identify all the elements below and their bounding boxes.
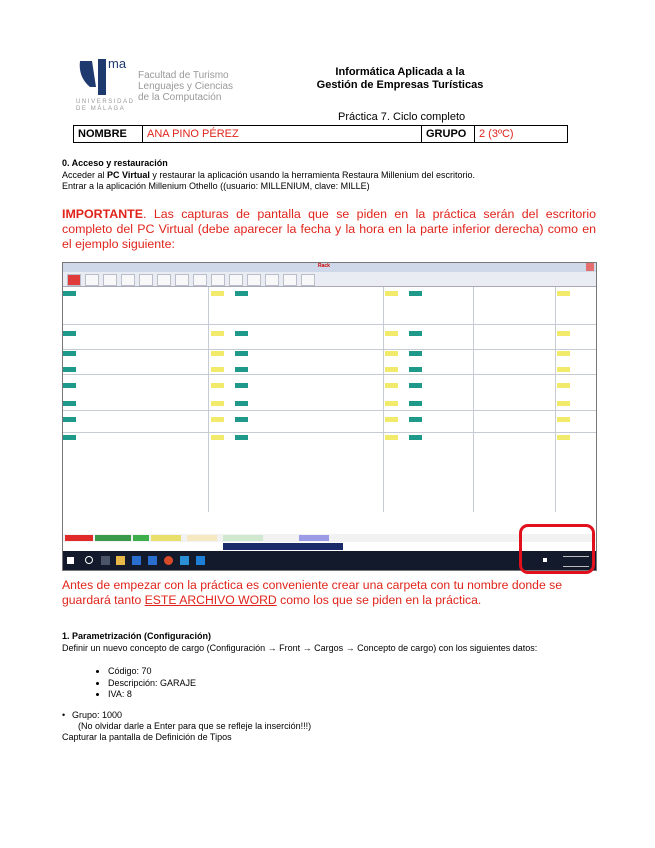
room-cell bbox=[235, 435, 248, 440]
word-file-link: ESTE ARCHIVO WORD bbox=[144, 593, 277, 607]
room-cell bbox=[211, 417, 224, 422]
toolbar-button bbox=[229, 274, 243, 286]
room-cell bbox=[63, 331, 76, 336]
edge-icon bbox=[196, 556, 205, 565]
room-cell bbox=[385, 417, 398, 422]
room-cell bbox=[409, 383, 422, 388]
university-name: UNIVERSIDAD DE MÁLAGA bbox=[76, 99, 135, 112]
room-cell bbox=[409, 291, 422, 296]
toolbar-button bbox=[301, 274, 315, 286]
toolbar-button bbox=[247, 274, 261, 286]
toolbar-button bbox=[103, 274, 117, 286]
toolbar-button bbox=[211, 274, 225, 286]
room-rack-grid bbox=[63, 287, 596, 542]
group-value: 2 (3ºC) bbox=[475, 126, 568, 143]
room-cell bbox=[235, 417, 248, 422]
room-cell bbox=[235, 331, 248, 336]
section-0-title: 0. Acceso y restauración bbox=[62, 158, 168, 168]
faculty-name: Facultad de Turismo Lenguajes y Ciencias de la Computación bbox=[138, 70, 234, 103]
toolbar-button bbox=[265, 274, 279, 286]
room-cell bbox=[409, 417, 422, 422]
section-1 bbox=[62, 631, 596, 654]
room-cell bbox=[557, 331, 570, 336]
toolbar-button bbox=[283, 274, 297, 286]
folder-icon bbox=[116, 556, 125, 565]
room-cell bbox=[63, 367, 76, 372]
room-cell bbox=[557, 417, 570, 422]
room-cell bbox=[63, 383, 76, 388]
room-cell bbox=[235, 367, 248, 372]
section-0-line-1: Acceder al PC Virtual y restaurar la aplicación usando la herramienta Restaura Millenium del escritorio. bbox=[62, 169, 476, 180]
room-cell bbox=[235, 401, 248, 406]
student-identity-table bbox=[73, 125, 568, 143]
close-icon bbox=[586, 263, 594, 271]
toolbar-button bbox=[67, 274, 81, 286]
toolbar-button bbox=[193, 274, 207, 286]
capture-instruction: Capturar la pantalla de Definición de Tipos bbox=[62, 732, 232, 742]
toolbar-button bbox=[157, 274, 171, 286]
app-m-icon bbox=[132, 556, 141, 565]
room-cell bbox=[409, 331, 422, 336]
section-1-intro: Definir un nuevo concepto de cargo (Configuración → Front → Cargos → Concepto de cargo) con los siguientes datos: bbox=[62, 642, 538, 653]
toolbar-button bbox=[139, 274, 153, 286]
course-title: Informática Aplicada a la Gestión de Empresas Turísticas bbox=[316, 66, 484, 91]
room-cell bbox=[557, 383, 570, 388]
app-m-icon bbox=[148, 556, 157, 565]
task-view-icon bbox=[101, 556, 110, 565]
clock-highlight-circle bbox=[519, 524, 595, 574]
room-cell bbox=[63, 417, 76, 422]
status-chip bbox=[299, 535, 329, 541]
room-cell bbox=[63, 351, 76, 356]
room-cell bbox=[409, 435, 422, 440]
room-cell bbox=[409, 351, 422, 356]
room-cell bbox=[385, 367, 398, 372]
section-0 bbox=[62, 158, 602, 193]
room-cell bbox=[211, 367, 224, 372]
room-cell bbox=[211, 401, 224, 406]
room-cell bbox=[385, 435, 398, 440]
toolbar-button bbox=[85, 274, 99, 286]
group-label: GRUPO bbox=[422, 126, 475, 143]
room-cell bbox=[385, 351, 398, 356]
room-cell bbox=[385, 383, 398, 388]
cargo-data-list bbox=[94, 666, 196, 701]
app-icon bbox=[180, 556, 189, 565]
app-statusbar bbox=[63, 534, 596, 542]
name-value: ANA PINO PÉREZ bbox=[143, 126, 422, 143]
room-cell bbox=[63, 401, 76, 406]
list-item: • Descripción: GARAJE bbox=[108, 678, 196, 690]
status-chip bbox=[65, 535, 93, 541]
room-cell bbox=[409, 367, 422, 372]
room-cell bbox=[63, 435, 76, 440]
room-cell bbox=[557, 435, 570, 440]
status-chip bbox=[187, 535, 217, 541]
status-chip bbox=[151, 535, 181, 541]
room-cell bbox=[557, 367, 570, 372]
enter-reminder: (No olvidar darle a Enter para que se refleje la inserción!!!) bbox=[78, 721, 312, 731]
window-titlebar bbox=[63, 263, 596, 272]
room-cell bbox=[409, 401, 422, 406]
room-cell bbox=[235, 383, 248, 388]
example-desktop-screenshot bbox=[62, 262, 597, 571]
room-cell bbox=[211, 331, 224, 336]
section-0-line-2: Entrar a la aplicación Millenium Othello ((usuario: MILLENIUM, clave: MILLE) bbox=[62, 181, 370, 191]
room-cell bbox=[385, 291, 398, 296]
status-chip bbox=[223, 535, 263, 541]
search-icon bbox=[85, 556, 93, 564]
window-title: Rack bbox=[318, 263, 330, 269]
room-cell bbox=[211, 351, 224, 356]
room-cell bbox=[557, 351, 570, 356]
status-chip bbox=[95, 535, 131, 541]
important-note: IMPORTANTE. Las capturas de pantalla que se piden en la práctica serán del escritorio completo del PC Virtual (debe aparecer la fecha y la hora en la parte inferior derecha) como en el ejemplo siguiente: bbox=[62, 207, 596, 252]
folder-advice: Antes de empezar con la práctica es conveniente crear una carpeta con tu nombre donde se guardará tanto ESTE ARCHIVO WORD como los que se piden en la práctica. bbox=[62, 578, 562, 607]
toolbar-button bbox=[175, 274, 189, 286]
grupo-item: • Grupo: 1000 bbox=[62, 710, 123, 720]
practice-title: Práctica 7. Ciclo completo bbox=[338, 111, 466, 123]
room-cell bbox=[211, 291, 224, 296]
name-label: NOMBRE bbox=[74, 126, 143, 143]
app-info-bar bbox=[223, 543, 343, 550]
status-chip bbox=[133, 535, 149, 541]
room-cell bbox=[211, 435, 224, 440]
toolbar-button bbox=[121, 274, 135, 286]
start-icon bbox=[67, 557, 74, 564]
room-cell bbox=[235, 351, 248, 356]
list-item: • Código: 70 bbox=[108, 666, 196, 678]
room-cell bbox=[63, 291, 76, 296]
room-cell bbox=[385, 401, 398, 406]
room-cell bbox=[557, 401, 570, 406]
room-cell bbox=[235, 291, 248, 296]
windows-taskbar bbox=[63, 551, 596, 570]
app-toolbar bbox=[63, 272, 596, 287]
list-item: • IVA: 8 bbox=[108, 689, 196, 701]
room-cell bbox=[211, 383, 224, 388]
logo-letters: ma bbox=[108, 56, 127, 71]
section-1-title: 1. Parametrización (Configuración) bbox=[62, 631, 212, 641]
browser-icon bbox=[164, 556, 173, 565]
room-cell bbox=[557, 291, 570, 296]
room-cell bbox=[385, 331, 398, 336]
